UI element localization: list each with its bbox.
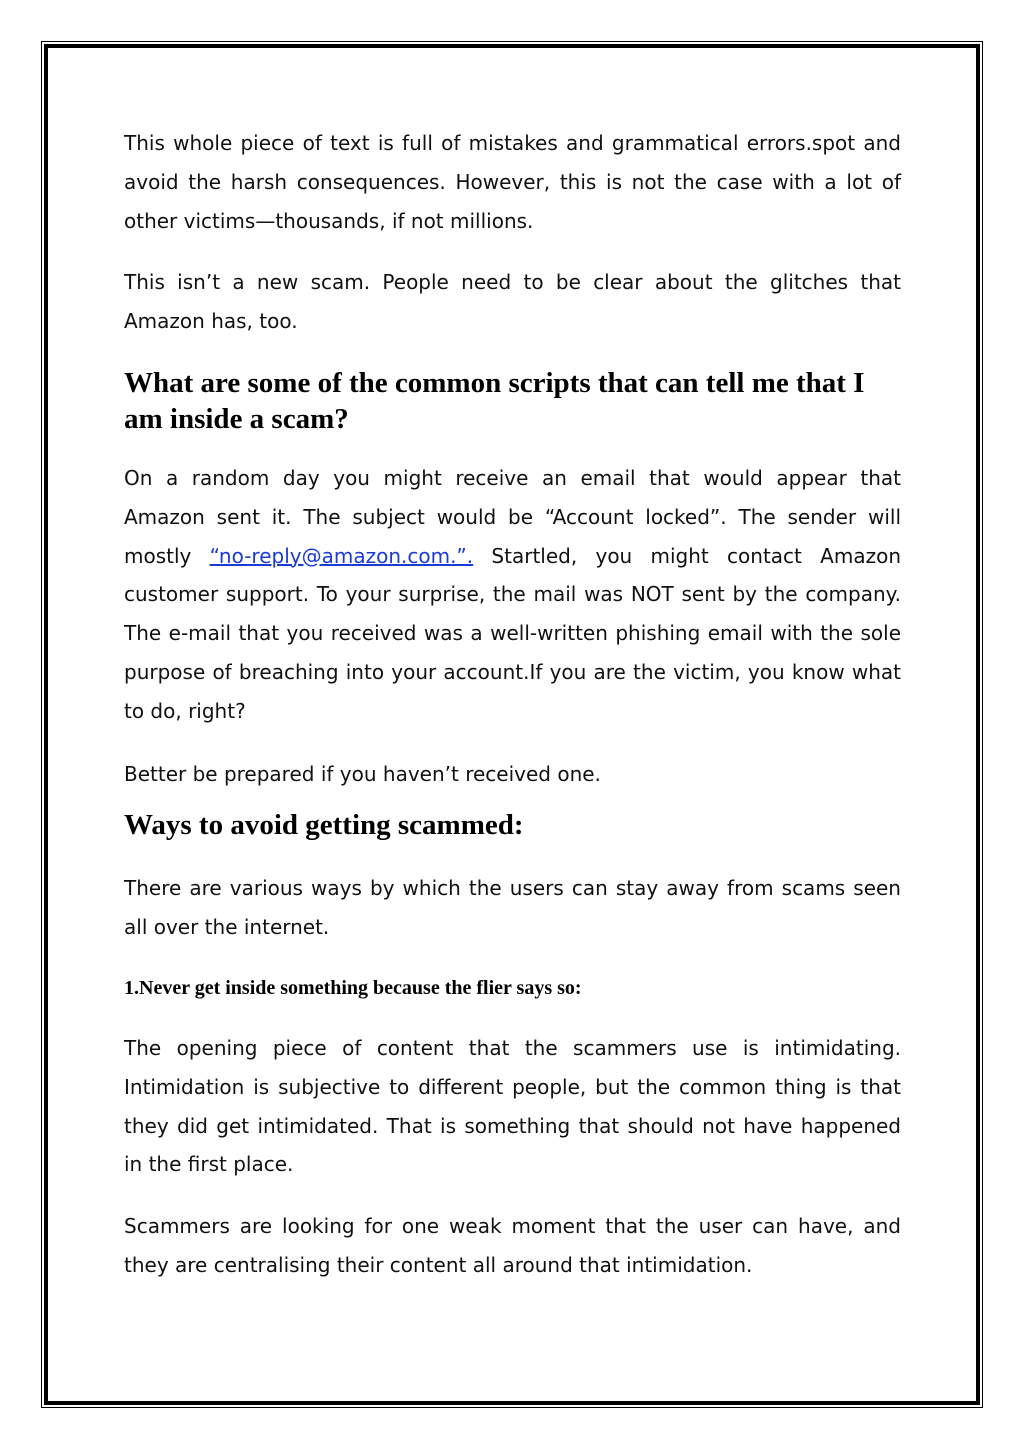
email-link[interactable]: “no-reply@amazon.com.”. — [209, 543, 474, 568]
paragraph-7: Scammers are looking for one weak moment that the user can have, and they are centralising their content all around that intimidation. — [124, 1214, 901, 1277]
paragraph-3 — [124, 459, 901, 731]
paragraph-4: Better be prepared if you haven’t received one. — [124, 761, 601, 786]
paragraph-1: This whole piece of text is full of mistakes and grammatical errors.spot and avoid the harsh consequences. However, this is not the case with a lot of other victims—thousands, if not millions. — [124, 131, 901, 233]
paragraph-3-text-b: Startled, you might contact Amazon customer support. To your surprise, the mail was NOT sent by the company. The e-mail that you received was a well-written phishing email with the sole purpose of breaching into your account.If you are the victim, you know what to do, right? — [124, 543, 901, 723]
subheading-never-get-inside: 1.Never get inside something because the flier says so: — [124, 976, 582, 999]
heading-common-scripts: What are some of the common scripts that can tell me that I am inside a scam? — [124, 366, 865, 435]
paragraph-2: This isn’t a new scam. People need to be clear about the glitches that Amazon has, too. — [124, 270, 901, 334]
paragraph-6: The opening piece of content that the scammers use is intimidating. Intimidation is subjective to different people, but the common thing is that they did get intimidated. That is something that should not have happened in the first place. — [124, 1035, 901, 1177]
paragraph-3-text-a: On a random day you might receive an email that would appear that Amazon sent it. The subject would be “Account locked”. The sender will mostly — [124, 465, 901, 568]
paragraph-5: There are various ways by which the users can stay away from scams seen all over the internet. — [124, 876, 901, 940]
document-body — [124, 124, 901, 1285]
heading-ways-to-avoid: Ways to avoid getting scammed: — [124, 809, 524, 842]
